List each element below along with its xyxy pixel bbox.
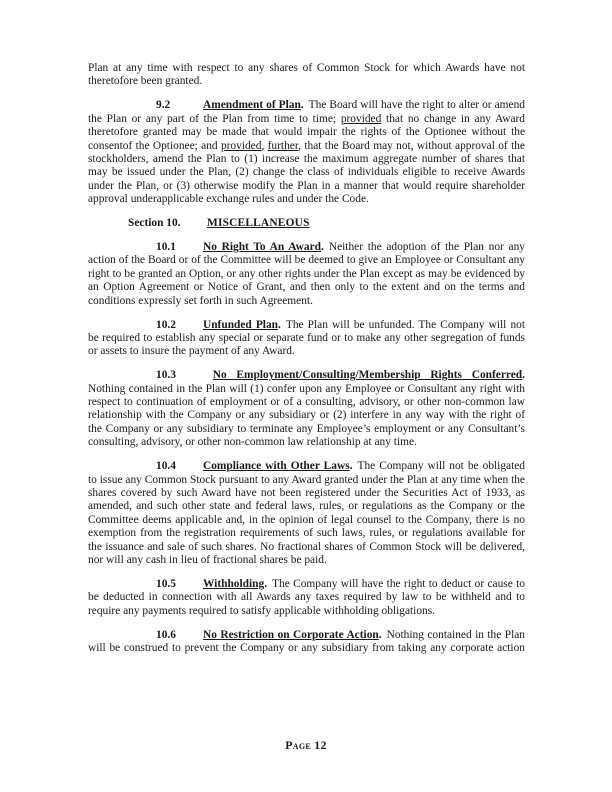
subsection-10-4 [88,460,525,567]
section-title-underline: Compliance with Other Laws [203,460,350,473]
page-content [88,62,525,666]
section-title [207,217,310,229]
section-number: 10.4 [156,460,176,473]
section-title [203,241,324,253]
section-title-underline: MISCELLANEOUS [207,217,310,230]
section-body-text: , [261,139,268,152]
page-footer [0,739,612,753]
section-heading-line [88,369,525,382]
section-title-underline: Withholding [203,577,265,590]
section-title [203,319,281,331]
section-body-text: The Company will have the right to deduct or cause to be deducted in connection with all Awards any taxes required by law to be withheld and to require any payments required to satisfy applicable withholding obligations. [88,577,525,617]
section-number: 10.1 [156,240,176,253]
underlined-term: provided [220,139,262,152]
subsection-10-2 [88,319,525,359]
section-9-2-paragraph [88,99,525,206]
section-title [203,578,267,590]
section-body-text: The Board will have the right to alter or amend the Plan or any part of the Plan from time to time; [88,99,525,125]
title-punctuation: . [278,318,281,331]
subsection-10-3 [88,369,525,449]
title-punctuation: . [349,460,353,473]
section-body-text: The Plan will be unfunded. The Company will not be required to establish any special or separate fund or to make any other segregation of funds or assets to insure the payment of any Award. [88,318,525,358]
title-punctuation: . [264,577,268,590]
underlined-term: further [267,139,299,152]
section-title [203,99,304,111]
section-body-text: The Company will not be obligated to issue any Common Stock pursuant to any Award granted under the Plan at any time when the shares covered by such Award have not been registered under the Securities Act of 1933, as amended, and such other state and federal laws, rules, or regulations as the Company or the Committee deems applicable and, in the opinion of legal counsel to the Company, there is no exemption from the registration requirements of such laws, rules, or regulations available for the issuance and sale of such shares. No fractional shares of Common Stock will be delivered, nor will any cash in lieu of fractional shares be paid. [88,460,526,566]
section-body-text: Nothing contained in the Plan will be construed to prevent the Company or any subsidiary from taking any corporate action [88,628,525,655]
section-10-heading [88,217,525,230]
page-number-label: Page 12 [285,738,327,752]
section-body-text: , that the Board may not, without approval of the stockholders, amend the Plan to (1) increase the maximum aggregate number of shares that may be issued under the Plan, (2) change the class of individuals eligible to receive Awards under the Plan, or (3) otherwise modify the Plan in a manner that would require shareholder approval underapplicable exchange rules and under the Code. [88,139,525,206]
subsection-10-1 [88,241,525,308]
section-label: Section 10. [128,217,181,230]
title-punctuation: . [300,99,304,112]
underlined-term: provided [340,112,382,125]
section-title [203,629,382,641]
section-title-underline: No Employment/Consulting/Membership Rights Conferred [212,369,523,382]
section-title-underline: No Right To An Award [203,240,321,253]
subsection-10-6 [88,629,525,656]
section-number: 10.6 [156,628,176,641]
section-body-text: Nothing contained in the Plan will (1) confer upon any Employee or Consultant any right with respect to continuation of employment or of a consulting, advisory, or other non-common law relationship with the Company or any subsidiary or (2) interfere in any way with the right of the Company or any subsidiary to terminate any Employee’s employment or any Consultant’s consulting, advisory, or other non-common law relationship at any time. [88,382,525,449]
section-number: 10.3 [156,369,176,382]
section-title-underline: Amendment of Plan [203,99,301,112]
title-punctuation: . [321,240,324,253]
subsection-10-5 [88,578,525,618]
section-number: 10.2 [156,318,176,331]
continuation-paragraph: Plan at any time with respect to any shares of Common Stock for which Awards have not theretofore been granted. [88,62,525,88]
section-title-underline: Unfunded Plan [203,318,278,331]
section-number: 9.2 [156,99,171,112]
section-title [213,369,525,381]
section-title-underline: No Restriction on Corporate Action [203,628,379,641]
title-punctuation: . [378,628,382,641]
section-title [203,460,353,472]
title-punctuation: . [522,369,525,382]
section-body-text: that no change in any Award theretofore granted may be made that would impair the rights of the Optionee without the consentof the Optionee; and [88,112,526,152]
section-number: 10.5 [156,577,176,590]
section-body-text: Neither the adoption of the Plan nor any action of the Board or of the Committee will be deemed to give an Employee or Consultant any right to be granted an Option, or any other rights under the Plan except as may be evidenced by an Option Agreement or Notice of Grant, and then only to the extent and on the terms and conditions expressly set forth in such Agreement. [88,240,526,307]
